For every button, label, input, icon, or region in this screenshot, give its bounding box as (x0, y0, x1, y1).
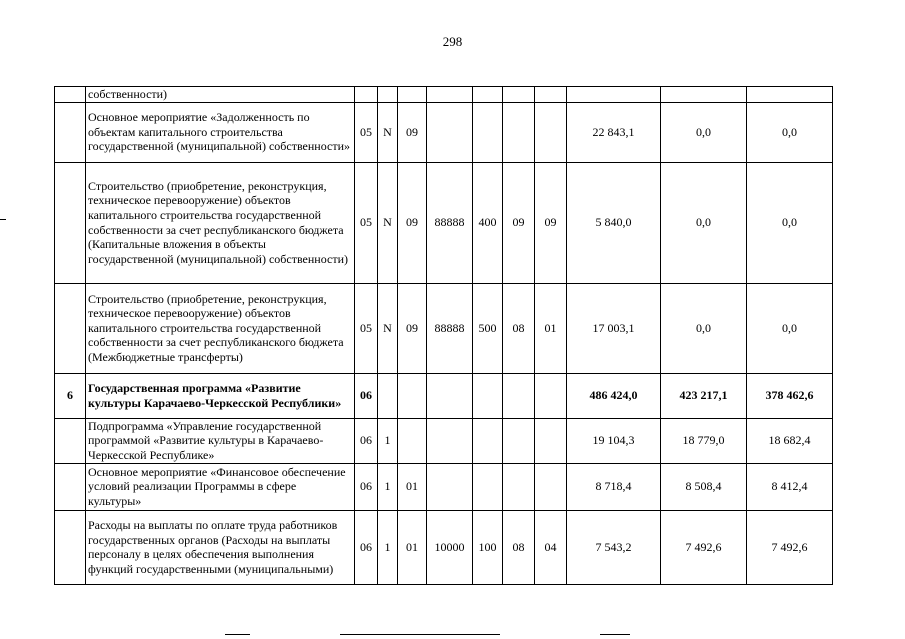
code-direction (427, 87, 473, 103)
page-number: 298 (442, 34, 463, 49)
row-name: Строительство (приобретение, реконструкция, техническое перевооружение) объектов капитального строительства государственной собственности за счет республиканского бюджета (Капитальные вложения в объекты государственной (муниципальной) собственности) (86, 162, 355, 283)
code-subprogram: 1 (378, 418, 398, 463)
row-index (55, 283, 86, 373)
table-row (55, 162, 833, 283)
row-index (55, 87, 86, 103)
code-expense-type: 400 (473, 162, 503, 283)
amount-year-1: 8 718,4 (567, 463, 661, 510)
row-name: собственности) (86, 87, 355, 103)
row-name: Государственная программа «Развитие культуры Карачаево-Черкесской Республики» (86, 373, 355, 418)
code-expense-type (473, 418, 503, 463)
table-row-program (55, 373, 833, 418)
code-event (398, 418, 427, 463)
row-name: Основное мероприятие «Финансовое обеспечение условий реализации Программы в сфере культуры» (86, 463, 355, 510)
amount-year-2: 8 508,4 (661, 463, 747, 510)
amount-year-1: 17 003,1 (567, 283, 661, 373)
code-chapter: 09 (503, 162, 535, 283)
amount-year-3: 0,0 (747, 102, 833, 162)
amount-year-1: 5 840,0 (567, 162, 661, 283)
scan-edge-mark (340, 634, 500, 635)
code-subprogram (378, 373, 398, 418)
amount-year-3: 0,0 (747, 283, 833, 373)
code-direction (427, 373, 473, 418)
code-subprogram: 1 (378, 463, 398, 510)
amount-year-2: 0,0 (661, 283, 747, 373)
amount-year-2: 7 492,6 (661, 510, 747, 584)
table-row (55, 102, 833, 162)
code-section: 06 (355, 373, 378, 418)
code-section: 05 (355, 162, 378, 283)
code-subprogram: N (378, 102, 398, 162)
code-subprogram (378, 87, 398, 103)
row-name: Строительство (приобретение, реконструкция, техническое перевооружение) объектов капитального строительства государственной собственности за счет республиканского бюджета (Межбюджетные трансферты) (86, 283, 355, 373)
code-section: 06 (355, 510, 378, 584)
code-direction: 88888 (427, 283, 473, 373)
code-expense-type (473, 87, 503, 103)
amount-year-3: 0,0 (747, 162, 833, 283)
code-event: 09 (398, 102, 427, 162)
scan-edge-mark (600, 634, 630, 635)
code-expense-type: 100 (473, 510, 503, 584)
amount-year-1 (567, 87, 661, 103)
code-expense-type (473, 463, 503, 510)
amount-year-2: 0,0 (661, 102, 747, 162)
amount-year-3: 18 682,4 (747, 418, 833, 463)
budget-table (54, 86, 833, 585)
amount-year-2: 423 217,1 (661, 373, 747, 418)
code-chapter (503, 102, 535, 162)
amount-year-3: 7 492,6 (747, 510, 833, 584)
row-index (55, 510, 86, 584)
amount-year-1: 486 424,0 (567, 373, 661, 418)
code-chapter (503, 463, 535, 510)
amount-year-2: 18 779,0 (661, 418, 747, 463)
code-chapter (503, 87, 535, 103)
code-section: 05 (355, 283, 378, 373)
code-chapter: 08 (503, 510, 535, 584)
code-event (398, 373, 427, 418)
code-expense-type (473, 373, 503, 418)
code-chapter: 08 (503, 283, 535, 373)
code-subprogram: N (378, 283, 398, 373)
row-name: Подпрограмма «Управление государственной программой «Развитие культуры в Карачаево-Черкесской Республике» (86, 418, 355, 463)
code-direction: 88888 (427, 162, 473, 283)
code-section: 06 (355, 463, 378, 510)
amount-year-1: 19 104,3 (567, 418, 661, 463)
code-subprogram: N (378, 162, 398, 283)
code-event: 09 (398, 162, 427, 283)
code-event (398, 87, 427, 103)
code-section: 05 (355, 102, 378, 162)
table-row (55, 87, 833, 103)
row-index (55, 418, 86, 463)
scan-edge-mark (0, 219, 6, 220)
code-subchapter (535, 373, 567, 418)
code-event: 01 (398, 510, 427, 584)
code-event: 01 (398, 463, 427, 510)
code-expense-type: 500 (473, 283, 503, 373)
code-section (355, 87, 378, 103)
amount-year-3 (747, 87, 833, 103)
table-row (55, 463, 833, 510)
amount-year-3: 378 462,6 (747, 373, 833, 418)
row-name: Основное мероприятие «Задолженность по объектам капитального строительства государственной (муниципальной) собственности» (86, 102, 355, 162)
code-chapter (503, 418, 535, 463)
code-direction: 10000 (427, 510, 473, 584)
code-chapter (503, 373, 535, 418)
code-subchapter: 01 (535, 283, 567, 373)
row-index: 6 (55, 373, 86, 418)
amount-year-2 (661, 87, 747, 103)
code-direction (427, 418, 473, 463)
table-row (55, 283, 833, 373)
row-index (55, 102, 86, 162)
code-subchapter (535, 418, 567, 463)
code-subchapter: 04 (535, 510, 567, 584)
code-event: 09 (398, 283, 427, 373)
table-row (55, 510, 833, 584)
amount-year-1: 22 843,1 (567, 102, 661, 162)
row-index (55, 463, 86, 510)
code-direction (427, 463, 473, 510)
amount-year-1: 7 543,2 (567, 510, 661, 584)
row-name: Расходы на выплаты по оплате труда работников государственных органов (Расходы на выплаты персоналу в целях обеспечения выполнения функций государственными (муниципальными) (86, 510, 355, 584)
code-subchapter: 09 (535, 162, 567, 283)
table-row (55, 418, 833, 463)
code-direction (427, 102, 473, 162)
row-index (55, 162, 86, 283)
amount-year-2: 0,0 (661, 162, 747, 283)
code-subchapter (535, 463, 567, 510)
scan-edge-mark (225, 634, 250, 635)
code-expense-type (473, 102, 503, 162)
code-subchapter (535, 87, 567, 103)
amount-year-3: 8 412,4 (747, 463, 833, 510)
code-subprogram: 1 (378, 510, 398, 584)
code-section: 06 (355, 418, 378, 463)
code-subchapter (535, 102, 567, 162)
